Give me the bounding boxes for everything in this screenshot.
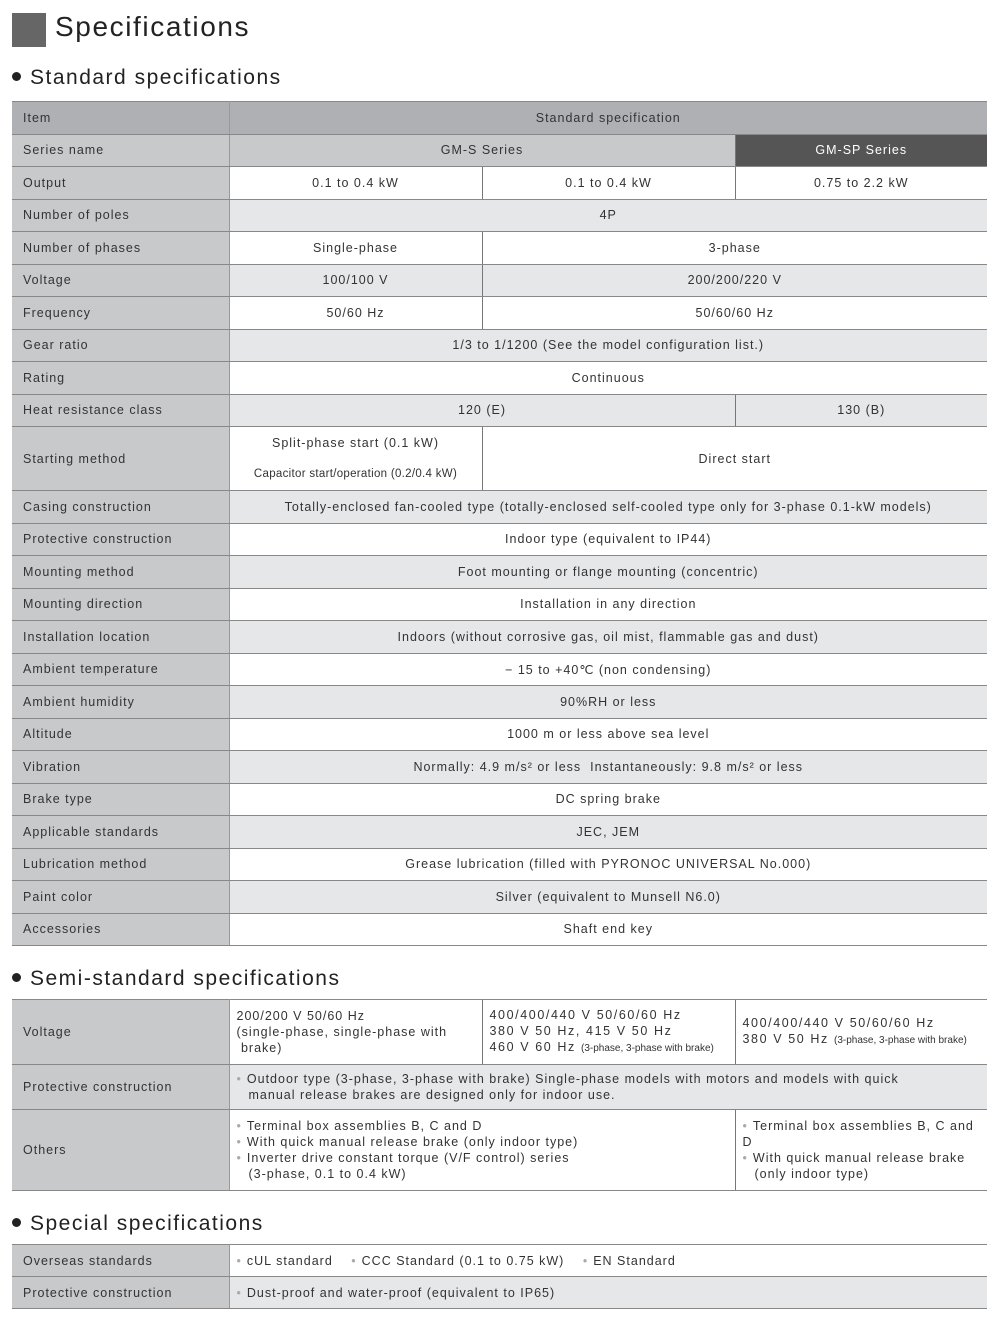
special-heading-text: Special specifications [30, 1212, 264, 1235]
cell: 120 (E) [229, 394, 735, 427]
line: (3-phase, 0.1 to 0.4 kW) [248, 1167, 407, 1181]
table-row [12, 199, 987, 232]
row-label: Starting method [12, 427, 229, 491]
table-row [12, 686, 987, 719]
table-row [12, 783, 987, 816]
row-label: Others [12, 1110, 229, 1191]
table-row [12, 329, 987, 362]
cell: Direct start [482, 427, 987, 491]
row-label: Applicable standards [12, 816, 229, 849]
table-row [12, 848, 987, 881]
row-label: Paint color [12, 881, 229, 914]
bullet-icon: • [742, 1151, 748, 1165]
cell [229, 427, 482, 491]
table-row [12, 913, 987, 946]
special-heading [12, 1212, 264, 1236]
semi-spec-table [12, 999, 987, 1191]
cell: Totally-enclosed fan-cooled type (totally-enclosed self-cooled type only for 3-phase 0.1-kW models) [229, 491, 987, 524]
series-gms: GM-S Series [229, 134, 735, 167]
bullet-icon: • [236, 1151, 242, 1165]
item-text: EN Standard [593, 1253, 676, 1268]
table-row [12, 556, 987, 589]
cell: 100/100 V [229, 264, 482, 297]
cell: Indoor type (equivalent to IP44) [229, 523, 987, 556]
line: Terminal box assemblies B, C and D [246, 1119, 483, 1133]
cell: 0.1 to 0.4 kW [229, 167, 482, 200]
cell [229, 1277, 987, 1309]
starting-split-phase: Split-phase start (0.1 kW) [271, 436, 439, 450]
title-block-icon [12, 13, 46, 47]
cell: 0.75 to 2.2 kW [735, 167, 987, 200]
item-text: cUL standard [246, 1253, 333, 1268]
row-label: Overseas standards [12, 1245, 229, 1277]
table-row [12, 1000, 987, 1065]
cell: Installation in any direction [229, 588, 987, 621]
semi-heading [12, 967, 340, 991]
special-spec-table [12, 1244, 987, 1309]
cell [229, 1065, 987, 1110]
table-row [12, 167, 987, 200]
table-row [12, 102, 987, 135]
table-row [12, 134, 987, 167]
cell [482, 1000, 735, 1065]
line: 200/200 V 50/60 Hz [236, 1009, 365, 1023]
line: 380 V 50 Hz, 415 V 50 Hz [489, 1024, 673, 1038]
line: 400/400/440 V 50/60/60 Hz [489, 1008, 682, 1022]
cell: 200/200/220 V [482, 264, 987, 297]
cell: Normally: 4.9 m/s² or less Instantaneously: 9.8 m/s² or less [229, 751, 987, 784]
cell: 0.1 to 0.4 kW [482, 167, 735, 200]
line: With quick manual release brake (only indoor type) [246, 1135, 579, 1149]
table-row [12, 1277, 987, 1309]
header-item: Item [12, 102, 229, 135]
table-row [12, 297, 987, 330]
bullet-icon: • [236, 1119, 242, 1133]
item-text: CCC Standard (0.1 to 0.75 kW) [361, 1253, 565, 1268]
row-label: Mounting direction [12, 588, 229, 621]
row-label: Number of phases [12, 232, 229, 265]
cell: 50/60/60 Hz [482, 297, 987, 330]
page-title: Specifications [55, 11, 251, 42]
line: Outdoor type (3-phase, 3-phase with brake) Single-phase models with motors and models with quick [246, 1072, 899, 1086]
bullet-icon [12, 72, 21, 81]
line: 380 V 50 Hz [742, 1032, 829, 1046]
row-label: Altitude [12, 718, 229, 751]
bullet-icon: • [236, 1285, 242, 1300]
header-spec: Standard specification [229, 102, 987, 135]
line: (single-phase, single-phase with [236, 1025, 448, 1039]
row-label: Casing construction [12, 491, 229, 524]
row-label: Mounting method [12, 556, 229, 589]
table-row [12, 621, 987, 654]
row-label: Output [12, 167, 229, 200]
table-row [12, 1065, 987, 1110]
table-row [12, 718, 987, 751]
row-label: Voltage [12, 264, 229, 297]
note: (3-phase, 3-phase with brake) [833, 1035, 967, 1046]
table-row [12, 816, 987, 849]
cell [229, 1110, 735, 1191]
table-row [12, 588, 987, 621]
line: manual release brakes are designed only for indoor use. [248, 1088, 616, 1102]
cell: JEC, JEM [229, 816, 987, 849]
row-label: Ambient temperature [12, 653, 229, 686]
cell: 1000 m or less above sea level [229, 718, 987, 751]
standard-heading [12, 66, 282, 90]
table-row [12, 1110, 987, 1191]
cell [735, 1000, 987, 1065]
row-label: Number of poles [12, 199, 229, 232]
cell: 1/3 to 1/1200 (See the model configuration list.) [229, 329, 987, 362]
table-row [12, 232, 987, 265]
bullet-icon [12, 1218, 21, 1227]
bullet-icon: • [236, 1072, 242, 1086]
row-label: Frequency [12, 297, 229, 330]
list-item [237, 1254, 333, 1268]
row-label: Gear ratio [12, 329, 229, 362]
cell-text: Dust-proof and water-proof (equivalent to IP65) [246, 1285, 556, 1300]
row-label: Lubrication method [12, 848, 229, 881]
starting-capacitor: Capacitor start/operation (0.2/0.4 kW) [253, 468, 458, 480]
row-label: Heat resistance class [12, 394, 229, 427]
row-label: Protective construction [12, 1065, 229, 1110]
row-label: Brake type [12, 783, 229, 816]
row-label: Series name [12, 134, 229, 167]
line: Inverter drive constant torque (V/F control) series [246, 1151, 570, 1165]
cell: Silver (equivalent to Munsell N6.0) [229, 881, 987, 914]
table-row [12, 881, 987, 914]
bullet-icon: • [742, 1119, 748, 1133]
line: (only indoor type) [754, 1167, 870, 1181]
note: (3-phase, 3-phase with brake) [580, 1043, 714, 1054]
bullet-icon: • [236, 1135, 242, 1149]
cell: Foot mounting or flange mounting (concentric) [229, 556, 987, 589]
list-item [351, 1254, 564, 1268]
row-label: Installation location [12, 621, 229, 654]
cell: 130 (B) [735, 394, 987, 427]
table-row [12, 523, 987, 556]
list-item [583, 1254, 676, 1268]
cell: Indoors (without corrosive gas, oil mist, flammable gas and dust) [229, 621, 987, 654]
line: 400/400/440 V 50/60/60 Hz [742, 1016, 935, 1030]
table-row [12, 362, 987, 395]
table-row [12, 264, 987, 297]
table-row [12, 1245, 987, 1277]
row-label: Ambient humidity [12, 686, 229, 719]
table-row [12, 653, 987, 686]
cell: − 15 to +40℃ (non condensing) [229, 653, 987, 686]
table-row [12, 427, 987, 491]
table-row [12, 394, 987, 427]
cell: Continuous [229, 362, 987, 395]
table-row [12, 751, 987, 784]
cell: Grease lubrication (filled with PYRONOC UNIVERSAL No.000) [229, 848, 987, 881]
cell: DC spring brake [229, 783, 987, 816]
bullet-icon [12, 973, 21, 982]
line: With quick manual release brake [752, 1151, 966, 1165]
row-label: Protective construction [12, 523, 229, 556]
bullet-icon: • [582, 1253, 589, 1268]
cell [229, 1000, 482, 1065]
bullet-icon: • [236, 1253, 242, 1268]
table-row [12, 491, 987, 524]
bullet-icon: • [351, 1253, 357, 1268]
standard-heading-text: Standard specifications [30, 66, 282, 89]
standard-spec-table [12, 101, 987, 946]
row-label: Protective construction [12, 1277, 229, 1309]
row-label: Vibration [12, 751, 229, 784]
line: 460 V 60 Hz [489, 1040, 576, 1054]
cell: 3-phase [482, 232, 987, 265]
semi-heading-text: Semi-standard specifications [30, 967, 341, 990]
row-label: Accessories [12, 913, 229, 946]
cell: Shaft end key [229, 913, 987, 946]
line: Terminal box assemblies B, C and D [742, 1119, 974, 1149]
row-label: Voltage [12, 1000, 229, 1065]
cell: 90%RH or less [229, 686, 987, 719]
cell [735, 1110, 987, 1191]
cell: 50/60 Hz [229, 297, 482, 330]
row-label: Rating [12, 362, 229, 395]
cell [229, 1245, 987, 1277]
line: brake) [236, 1041, 283, 1055]
cell: 4P [229, 199, 987, 232]
cell: Single-phase [229, 232, 482, 265]
series-gmsp: GM-SP Series [735, 134, 987, 167]
